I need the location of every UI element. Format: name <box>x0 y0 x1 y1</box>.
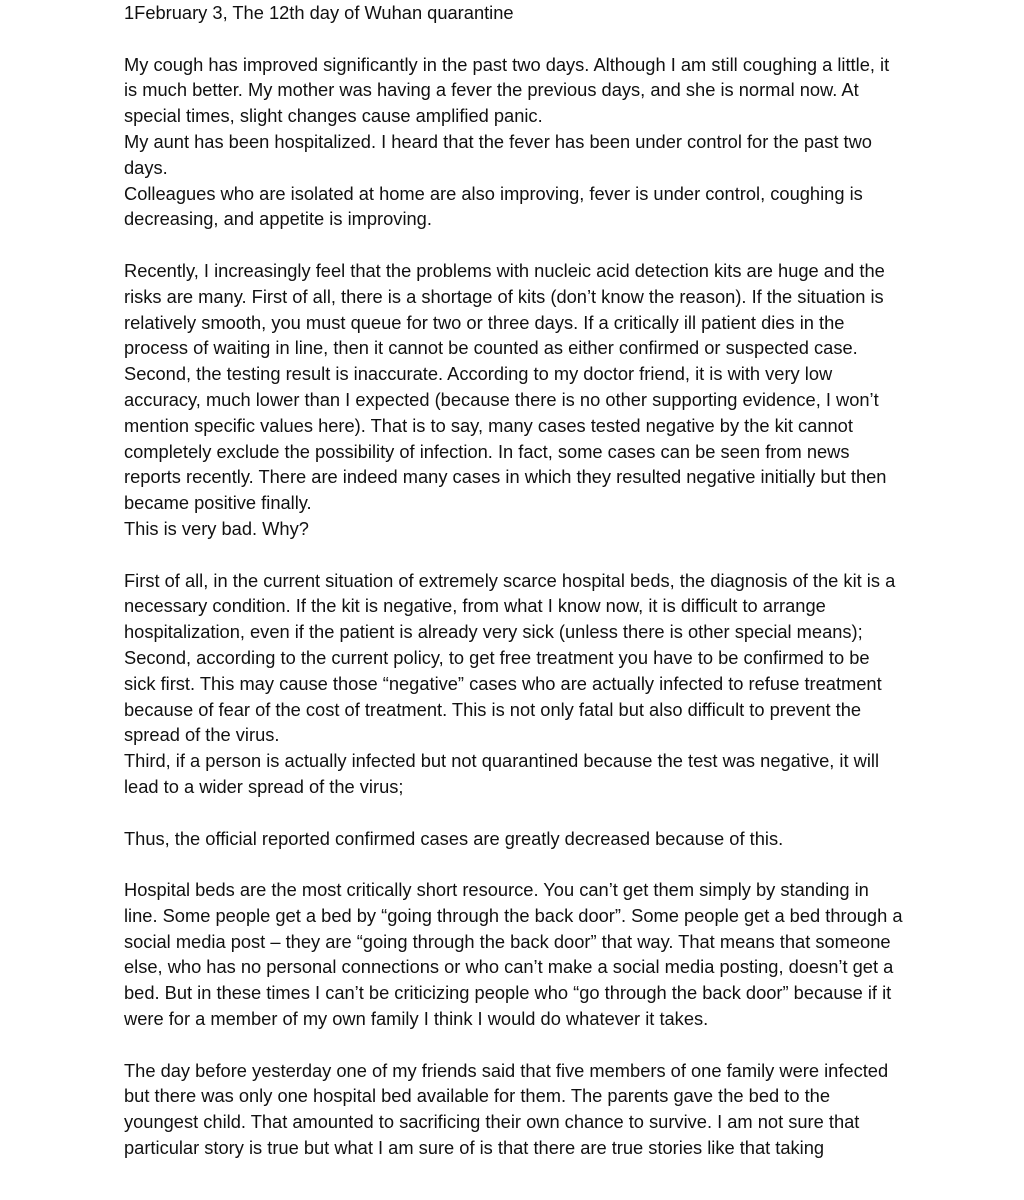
document-title: 1February 3, The 12th day of Wuhan quarantine <box>124 2 514 23</box>
paragraph-aunt-hospitalized: My aunt has been hospitalized. I heard that the fever has been under control for the past two days. <box>124 130 872 178</box>
paragraph-colleagues-improving: Colleagues who are isolated at home are also improving, fever is under control, coughing is decreasing, and appetite is improving. <box>124 182 863 230</box>
paragraph-cough-update: My cough has improved significantly in the past two days. Although I am still coughing a little, it is much better. My mother was having a fever the previous days, and she is normal now. At special times, slight changes cause amplified panic. <box>124 53 890 127</box>
document-body <box>124 0 906 1161</box>
paragraph-conclusion: Thus, the official reported confirmed cases are greatly decreased because of this. <box>124 827 784 849</box>
paragraph-third-reason: Third, if a person is actually infected but not quarantined because the test was negative, it will lead to a wider spread of the virus; <box>124 750 880 797</box>
paragraph-hospital-beds: Hospital beds are the most critically short resource. You can’t get them simply by standing in line. Some people get a bed by “going through the back door”. Some people get a bed through a social media post – they are “going through the back door” that way. That means that someone else, who has no personal connections or who can’t make a social media posting, doesn’t get a bed. But in these times I can’t be criticizing people who “go through the back door” because if it were for a member of my own family I think I would do whatever it takes. <box>124 879 903 1030</box>
paragraph-family-story: The day before yesterday one of my friends said that five members of one family were infected but there was only one hospital bed available for them. The parents gave the bed to the youngest child. That amounted to sacrificing their own chance to survive. I am not sure that particular story is true but what I am sure of is that there are true stories like that taking <box>124 1059 889 1159</box>
paragraph-second-reason: Second, according to the current policy, to get free treatment you have to be confirmed to be sick first. This may cause those “negative” cases who are actually infected to refuse treatment because of fear of the cost of treatment. This is not only fatal but also difficult to prevent the spread of the virus. <box>124 646 882 746</box>
paragraph-first-reason: First of all, in the current situation of extremely scarce hospital beds, the diagnosis of the kit is a necessary condition. If the kit is negative, from what I know now, it is difficult to arrange hospitalization, even if the patient is already very sick (unless there is other special means); <box>124 569 896 643</box>
paragraph-detection-kits: Recently, I increasingly feel that the problems with nucleic acid detection kits are huge and the risks are many. First of all, there is a shortage of kits (don’t know the reason). If the situation is relatively smooth, you must queue for two or three days. If a critically ill patient dies in the process of waiting in line, then it cannot be counted as either confirmed or suspected case. Second, the testing result is inaccurate. According to my doctor friend, it is with very low accuracy, much lower than I expected (because there is no other supporting evidence, I won’t mention specific values here). That is to say, many cases tested negative by the kit cannot completely exclude the possibility of infection. In fact, some cases can be seen from news reports recently. There are indeed many cases in which they resulted negative initially but then became positive finally. <box>124 259 887 514</box>
paragraph-very-bad-why: This is very bad. Why? <box>124 517 309 539</box>
